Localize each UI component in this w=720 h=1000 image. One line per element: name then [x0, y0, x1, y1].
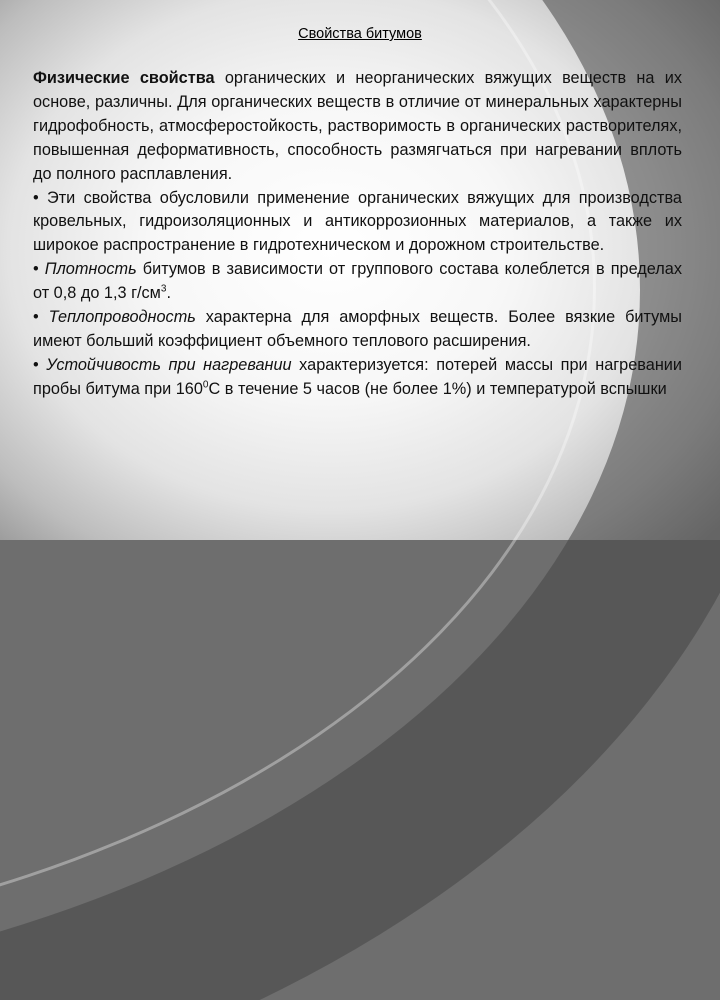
term-physical-properties: Физические свойства [33, 69, 215, 87]
superscript: 0 [202, 379, 209, 391]
bullet: • [33, 308, 49, 327]
superscript: 3 [160, 283, 167, 295]
slide-body [33, 67, 682, 402]
term-density: Плотность [44, 260, 137, 279]
bullet: • [33, 355, 47, 374]
bullet: • [33, 260, 45, 279]
paragraph-physical-properties [33, 67, 682, 187]
paragraph-heat-resistance [33, 354, 682, 402]
paragraph-applications [33, 187, 682, 259]
paragraph-text-continued: С в течение 5 часов (не более 1%) и температурой вспышки [208, 379, 667, 398]
paragraph-text: • Эти свойства обусловили применение органических вяжущих для производства кровельных, гидроизоляционных и антикоррозионных материалов, а также их широкое распространение в гидротехническом и дорожном строительстве. [33, 188, 682, 255]
paragraph-end: . [166, 284, 171, 303]
term-heat-resistance: Устойчивость при нагревании [46, 355, 292, 374]
paragraph-thermal-conductivity [33, 306, 682, 354]
paragraph-text: характерна для аморфных веществ. Более вязкие битумы имеют больший коэффициент объемного теплового расширения. [33, 308, 682, 350]
slide-title: Свойства битумов [298, 26, 422, 42]
paragraph-text: характеризуется: потерей массы при нагревании пробы битума при 160 [33, 355, 682, 398]
paragraph-text: битумов в зависимости от группового состава колеблется в пределах от 0,8 до 1,3 г/см [33, 260, 682, 303]
term-thermal-conductivity: Теплопроводность [48, 308, 196, 327]
paragraph-text: органических и неорганических вяжущих веществ на их основе, различны. Для органических веществ в отличие от минеральных характерны гидрофобность, атмосферостойкость, растворимость в органических растворителях, повышенная деформативность, способность размягчаться при нагревании вплоть до полного расплавления. [33, 69, 682, 183]
paragraph-density [33, 258, 682, 306]
